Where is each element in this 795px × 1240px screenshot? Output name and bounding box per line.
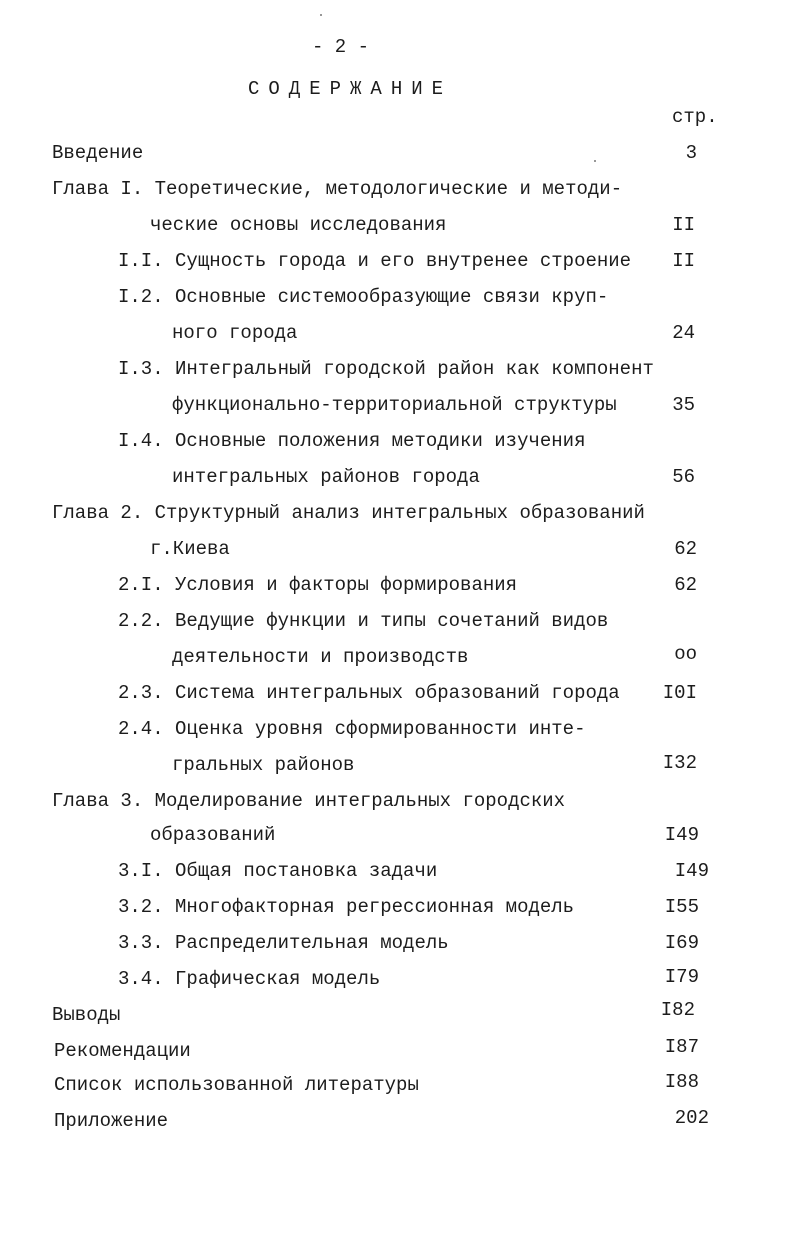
toc-entry-page: I32 [662, 752, 697, 774]
toc-entry-page: I0I [662, 682, 697, 704]
toc-entry-page: II [672, 250, 695, 272]
toc-entry-text: I.4. Основные положения методики изучения [118, 430, 586, 452]
toc-entry-text: I.3. Интегральный городской район как компонент [118, 358, 654, 380]
toc-entry-text: 3.4. Графическая модель [118, 968, 381, 990]
toc-entry-page: 35 [672, 394, 695, 416]
toc-entry-text: 2.I. Условия и факторы формирования [118, 574, 518, 596]
toc-entry-page: I49 [674, 860, 709, 882]
toc-entry-text: 3.I. Общая постановка задачи [118, 860, 438, 882]
toc-entry-text: Введение [52, 142, 144, 164]
toc-entry-page: II [672, 214, 695, 236]
scan-speck [594, 160, 596, 162]
toc-entry-text: I.2. Основные системообразующие связи круп- [118, 286, 609, 308]
toc-entry-text: функционально-территориальной структуры [172, 394, 617, 416]
toc-entry-text: Список использованной литературы [54, 1074, 419, 1096]
toc-entry-text: Глава 2. Структурный анализ интегральных образований [52, 502, 645, 524]
toc-entry-text: 2.2. Ведущие функции и типы сочетаний видов [118, 610, 609, 632]
toc-entry-page: I49 [664, 824, 699, 846]
toc-entry-text: Приложение [54, 1110, 169, 1132]
toc-entry-page: I79 [664, 966, 699, 988]
toc-entry-text: ческие основы исследования [150, 214, 447, 236]
toc-entry-text: I.I. Сущность города и его внутренее строение [118, 250, 632, 272]
toc-entry-text: 2.3. Система интегральных образований города [118, 682, 620, 704]
scan-speck [320, 14, 322, 16]
toc-entry-page: 3 [685, 142, 697, 164]
toc-entry-page: 62 [674, 538, 697, 560]
toc-entry-text: гральных районов [172, 754, 355, 776]
toc-entry-page: 56 [672, 466, 695, 488]
toc-entry-text: Глава I. Теоретические, методологические и методи- [52, 178, 623, 200]
toc-entry-text: 2.4. Оценка уровня сформированности инте- [118, 718, 586, 740]
toc-entry-page: oo [674, 643, 697, 665]
toc-entry-text: деятельности и производств [172, 646, 469, 668]
toc-entry-text: ного города [172, 322, 298, 344]
toc-entry-text: Выводы [52, 1004, 121, 1026]
toc-entry-text: образований [150, 824, 276, 846]
page-title: СОДЕРЖАНИЕ [248, 78, 453, 100]
toc-entry-page: I82 [660, 999, 695, 1021]
toc-entry-text: Глава 3. Моделирование интегральных городских [52, 790, 566, 812]
toc-entry-page: I55 [664, 896, 699, 918]
toc-entry-page: I69 [664, 932, 699, 954]
toc-entry-text: 3.2. Многофакторная регрессионная модель [118, 896, 575, 918]
toc-entry-page: I87 [664, 1036, 699, 1058]
page-number: - 2 - [312, 36, 370, 58]
page-column-label: стр. [672, 106, 718, 128]
toc-entry-text: интегральных районов города [172, 466, 480, 488]
toc-entry-page: I88 [664, 1071, 699, 1093]
toc-entry-page: 202 [674, 1107, 709, 1129]
toc-entry-text: Рекомендации [54, 1040, 191, 1062]
toc-entry-page: 24 [672, 322, 695, 344]
toc-entry-page: 62 [674, 574, 697, 596]
toc-entry-text: г.Киева [150, 538, 230, 560]
toc-entry-text: 3.3. Распределительная модель [118, 932, 449, 954]
